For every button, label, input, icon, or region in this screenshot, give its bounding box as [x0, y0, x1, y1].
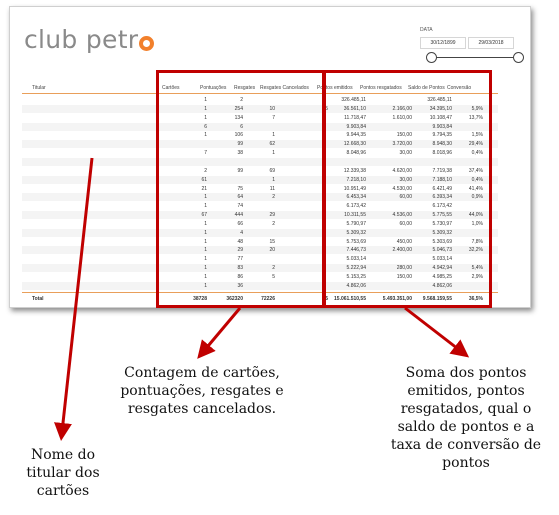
cell-saldo-de-pontos: 326.485,11 [427, 97, 452, 103]
cell-saldo-de-pontos: 10.108,47 [429, 114, 452, 121]
cell-conversao: 5,9% [471, 105, 483, 112]
cell-pontos-resgatados: 4.620,00 [392, 167, 412, 174]
date-filter-label: DATA [420, 27, 433, 33]
cell-pontos-resgatados: 150,00 [396, 132, 412, 139]
cell-conversao: 13,7% [468, 114, 483, 121]
cell-pontos-resgatados: 30,00 [399, 150, 412, 157]
cell-resgates: 29 [269, 212, 275, 219]
date-end-input[interactable]: 29/03/2018 [468, 37, 514, 49]
cell-resgates: 2 [272, 194, 275, 201]
cell-pontuacoes: 2 [240, 97, 243, 103]
cell-pontuacoes: 75 [237, 185, 243, 192]
cell-cartoes: 61 [201, 176, 207, 183]
cell-conversao: 32,2% [468, 247, 483, 254]
cell-pontuacoes: 48 [237, 238, 243, 245]
cell-cartoes: 1 [204, 247, 207, 254]
cell-cartoes: 21 [201, 185, 207, 192]
total-pontuacoes: 362320 [226, 296, 243, 302]
cell-resgates: 62 [269, 141, 275, 148]
cell-conversao: 0,9% [471, 194, 483, 201]
cell-cartoes: 1 [204, 203, 207, 210]
cell-pontos-emitidos: 36.561,10 [343, 105, 366, 112]
cell-pontos-resgatados: 60,00 [399, 194, 412, 201]
cell-conversao: 29,4% [468, 141, 483, 148]
cell-resgates: 10 [269, 105, 275, 112]
cell-pontos-emitidos: 5.753,69 [346, 238, 366, 245]
total-pontos-resgatados: 5.493.351,00 [382, 296, 412, 302]
cell-resgates: 20 [269, 247, 275, 254]
cell-resgates: 1 [272, 132, 275, 139]
col-titular[interactable]: Titular [32, 85, 46, 91]
cell-pontuacoes: 38 [237, 150, 243, 157]
cell-resgates: 5 [272, 274, 275, 280]
cell-cartoes: 6 [204, 123, 207, 130]
cell-resgates: 1 [272, 176, 275, 183]
cell-saldo-de-pontos: 5.303,69 [432, 238, 452, 245]
cell-saldo-de-pontos: 8.018,96 [432, 150, 452, 157]
col-saldo-de-pontos[interactable]: Saldo de Pontos [408, 85, 445, 91]
cell-saldo-de-pontos: 8.948,30 [432, 141, 452, 148]
cell-pontuacoes: 83 [237, 265, 243, 272]
cell-pontos-emitidos: 7.218,10 [346, 176, 366, 183]
cell-pontos-emitidos: 5.033,14 [346, 256, 366, 263]
cell-conversao: 5,4% [471, 265, 483, 272]
cell-pontos-emitidos: 12.668,30 [343, 141, 366, 148]
cell-pontos-resgatados: 450,00 [396, 238, 412, 245]
total-resgates-cancelados: 75 [322, 296, 328, 302]
cell-pontos-emitidos: 7.446,73 [346, 247, 366, 254]
col-resgates[interactable]: Resgates [234, 85, 256, 91]
cell-pontuacoes: 6 [240, 123, 243, 130]
cell-pontos-resgatados: 1.610,00 [392, 114, 412, 121]
col-resgates-cancelados[interactable]: Resgates Cancelados [260, 85, 309, 91]
cell-cartoes: 1 [204, 97, 207, 103]
counts-annotation: Contagem de cartões, pontuações, resgates e resgates cancelados. [120, 365, 284, 417]
cell-pontos-emitidos: 5.790,97 [346, 220, 366, 227]
cell-saldo-de-pontos: 5.046,73 [432, 247, 452, 254]
cell-pontos-emitidos: 9.944,35 [346, 132, 366, 139]
cell-saldo-de-pontos: 9.794,35 [432, 132, 452, 139]
cell-pontos-emitidos: 10.951,49 [343, 185, 366, 192]
cell-pontuacoes: 444 [234, 212, 243, 219]
cell-conversao: 7,8% [471, 238, 483, 245]
cell-conversao: 41,4% [468, 185, 483, 192]
cell-pontos-emitidos: 12.339,38 [343, 167, 366, 174]
cell-cartoes: 1 [204, 282, 207, 289]
counts-arrow [203, 308, 240, 352]
cell-resgates-cancelados: 5 [325, 105, 328, 112]
cell-resgates: 69 [269, 167, 275, 174]
cell-saldo-de-pontos: 5.033,14 [432, 256, 452, 263]
cell-pontos-emitidos: 5.222,94 [346, 265, 366, 272]
cell-saldo-de-pontos: 4.862,06 [432, 282, 452, 289]
cell-saldo-de-pontos: 6.421,49 [432, 185, 452, 192]
cell-conversao: 44,0% [468, 212, 483, 219]
cell-pontos-emitidos: 4.862,06 [346, 282, 366, 289]
cell-resgates: 2 [272, 220, 275, 227]
cell-cartoes: 67 [201, 212, 207, 219]
cell-resgates: 1 [272, 150, 275, 157]
cell-saldo-de-pontos: 34.395,10 [429, 105, 452, 112]
total-conversao: 36,5% [468, 296, 483, 302]
cell-cartoes: 1 [204, 194, 207, 201]
total-saldo-de-pontos: 9.568.159,55 [422, 296, 452, 302]
cell-resgates: 15 [269, 238, 275, 245]
cell-pontos-resgatados: 150,00 [396, 274, 412, 280]
cell-pontos-resgatados: 3.720,00 [392, 141, 412, 148]
cell-pontuacoes: 134 [234, 114, 243, 121]
date-start-input[interactable]: 30/12/1899 [420, 37, 466, 49]
cell-cartoes: 7 [204, 150, 207, 157]
cell-pontos-resgatados: 4.536,00 [392, 212, 412, 219]
cell-pontuacoes: 64 [237, 194, 243, 201]
cell-cartoes: 2 [204, 167, 207, 174]
cell-conversao: 0,4% [471, 150, 483, 157]
cell-pontos-resgatados: 4.530,00 [392, 185, 412, 192]
col-conversao[interactable]: Conversão [447, 85, 472, 91]
total-label: Total [32, 296, 44, 302]
cell-pontos-emitidos: 10.311,55 [344, 212, 366, 219]
cell-cartoes: 1 [204, 238, 207, 245]
total-cartoes: 38728 [193, 296, 207, 302]
cell-cartoes: 1 [204, 265, 207, 272]
col-pontos-emitidos[interactable]: Pontos emitidos [317, 85, 353, 91]
cell-pontuacoes: 86 [237, 274, 243, 280]
cell-pontuacoes: 254 [234, 105, 243, 112]
cell-pontuacoes: 99 [237, 167, 243, 174]
cell-pontos-emitidos: 6.453,34 [346, 194, 366, 201]
cell-cartoes: 1 [204, 132, 207, 139]
cell-saldo-de-pontos: 4.942,94 [432, 265, 452, 272]
holder-arrow [62, 158, 92, 432]
cell-pontos-emitidos: 326.485,11 [341, 97, 366, 103]
cell-cartoes: 1 [204, 114, 207, 121]
cell-saldo-de-pontos: 5.309,32 [432, 229, 452, 236]
cell-pontuacoes: 66 [237, 220, 243, 227]
cell-pontos-resgatados: 30,00 [399, 176, 412, 183]
cell-resgates: 2 [272, 265, 275, 272]
cell-cartoes: 1 [204, 220, 207, 227]
cell-pontos-emitidos: 6.173,42 [346, 203, 366, 210]
cell-saldo-de-pontos: 6.173,42 [432, 203, 452, 210]
cell-pontos-emitidos: 8.048,96 [346, 150, 366, 157]
points-arrow [405, 308, 462, 352]
cell-pontos-emitidos: 11.718,47 [344, 114, 366, 121]
cell-saldo-de-pontos: 7.719,38 [432, 167, 452, 174]
cell-pontos-emitidos: 9.903,84 [346, 123, 366, 130]
cell-resgates: 11 [269, 185, 275, 192]
cell-conversao: 37,4% [468, 167, 483, 174]
cell-pontos-resgatados: 2.166,00 [392, 105, 412, 112]
col-pontuacoes[interactable]: Pontuações [200, 85, 227, 91]
cell-pontuacoes: 106 [234, 132, 243, 139]
cell-pontos-resgatados: 60,00 [399, 220, 412, 227]
cell-conversao: 0,4% [471, 176, 483, 183]
cell-pontuacoes: 4 [240, 229, 243, 236]
cell-saldo-de-pontos: 9.903,84 [432, 123, 452, 130]
cell-conversao: 1,5% [471, 132, 483, 139]
cell-conversao: 2,9% [471, 274, 483, 280]
cell-saldo-de-pontos: 4.985,25 [432, 274, 452, 280]
cell-saldo-de-pontos: 6.393,34 [432, 194, 452, 201]
cell-pontos-resgatados: 280,00 [396, 265, 412, 272]
cell-pontuacoes: 77 [237, 256, 243, 263]
total-resgates: 72226 [261, 296, 275, 302]
cell-conversao: 1,0% [471, 220, 483, 227]
cell-resgates: 7 [272, 114, 275, 121]
cell-cartoes: 1 [204, 229, 207, 236]
cell-cartoes: 1 [204, 274, 207, 280]
cell-pontos-resgatados: 2.400,00 [392, 247, 412, 254]
cell-saldo-de-pontos: 5.775,55 [432, 212, 452, 219]
cell-pontuacoes: 74 [237, 203, 243, 210]
cell-saldo-de-pontos: 5.730,97 [432, 220, 452, 227]
cell-pontuacoes: 36 [237, 282, 243, 289]
cell-saldo-de-pontos: 7.188,10 [432, 176, 452, 183]
cell-pontos-emitidos: 5.309,32 [346, 229, 366, 236]
logo-text: club petr [24, 25, 139, 54]
cell-pontuacoes: 99 [237, 141, 243, 148]
cell-pontuacoes: 29 [237, 247, 243, 254]
holder-annotation: Nome do titular dos cartões [26, 447, 100, 499]
points-annotation: Soma dos pontos emitidos, pontos resgatados, qual o saldo de pontos e a taxa de conversão de pontos [390, 365, 542, 471]
total-pontos-emitidos: 15.061.510,55 [334, 296, 366, 302]
cell-cartoes: 1 [204, 105, 207, 112]
cell-cartoes: 1 [204, 256, 207, 263]
col-cartoes[interactable]: Cartões [162, 85, 180, 91]
cell-pontos-emitidos: 5.153,25 [346, 274, 366, 280]
col-pontos-resgatados[interactable]: Pontos resgatados [360, 85, 402, 91]
